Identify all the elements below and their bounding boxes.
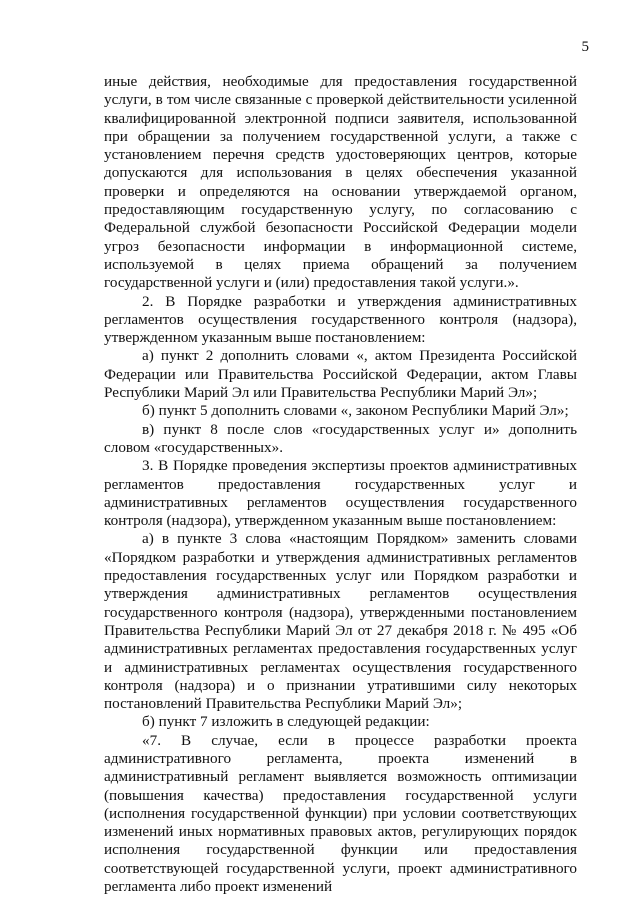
document-body	[104, 73, 577, 896]
paragraph-5: в) пункт 8 после слов «государственных услуг и» дополнить словом «государственных».	[104, 420, 577, 456]
paragraph-7: а) в пункте 3 слова «настоящим Порядком» заменить словами «Порядком разработки и утверждения административных регламентов предоставления государственных услуг или Порядком разработки и утверждения административных регламентов осуществления государственного контроля (надзора), утвержденными постановлением Правительства Республики Марий Эл от 27 декабря 2018 г. № 495 «Об административных регламентах предоставления государственных услуг и административных регламентах осуществления государственного контроля (надзора) и о признании утратившими силу некоторых постановлений Правительства Республики Марий Эл»;	[104, 530, 577, 713]
paragraph-2: 2. В Порядке разработки и утверждения административных регламентов осуществления государственного контроля (надзора), утвержденном указанным выше постановлением:	[104, 292, 577, 347]
paragraph-1: иные действия, необходимые для предоставления государственной услуги, в том числе связанные с проверкой действительности усиленной квалифицированной электронной подписи заявителя, использованной при обращении за получением государственной услуги, а также с установлением перечня средств удостоверяющих центров, которые допускаются для использования в целях обеспечения указанной проверки и определяются на основании утверждаемой органом, предоставляющим государственную услугу, по согласованию с Федеральной службой безопасности Российской Федерации модели угроз безопасности информации в информационной системе, используемой в целях приема обращений за получением государственной услуги и (или) предоставления такой услуги.».	[104, 73, 577, 292]
paragraph-8: б) пункт 7 изложить в следующей редакции:	[142, 713, 430, 731]
paragraph-3: а) пункт 2 дополнить словами «, актом Президента Российской Федерации или Правительства Российской Федерации, актом Главы Республики Марий Эл или Правительства Республики Марий Эл»;	[104, 347, 577, 402]
paragraph-6: 3. В Порядке проведения экспертизы проектов административных регламентов предоставления государственных услуг и административных регламентов осуществления государственного контроля (надзора), утвержденном указанным выше постановлением:	[104, 457, 577, 530]
paragraph-9: «7. В случае, если в процессе разработки проекта административного регламента, проекта изменений в административный регламент выявляется возможность оптимизации (повышения качества) предоставления государственной услуги (исполнения государственной функции) при условии соответствующих изменений иных нормативных правовых актов, регулирующих порядок исполнения государственной функции или предоставления соответствующей государственной услуги, проект административного регламента либо проект изменений	[104, 731, 577, 896]
paragraph-4: б) пункт 5 дополнить словами «, законом Республики Марий Эл»;	[142, 402, 569, 420]
page-number: 5	[581, 39, 589, 55]
